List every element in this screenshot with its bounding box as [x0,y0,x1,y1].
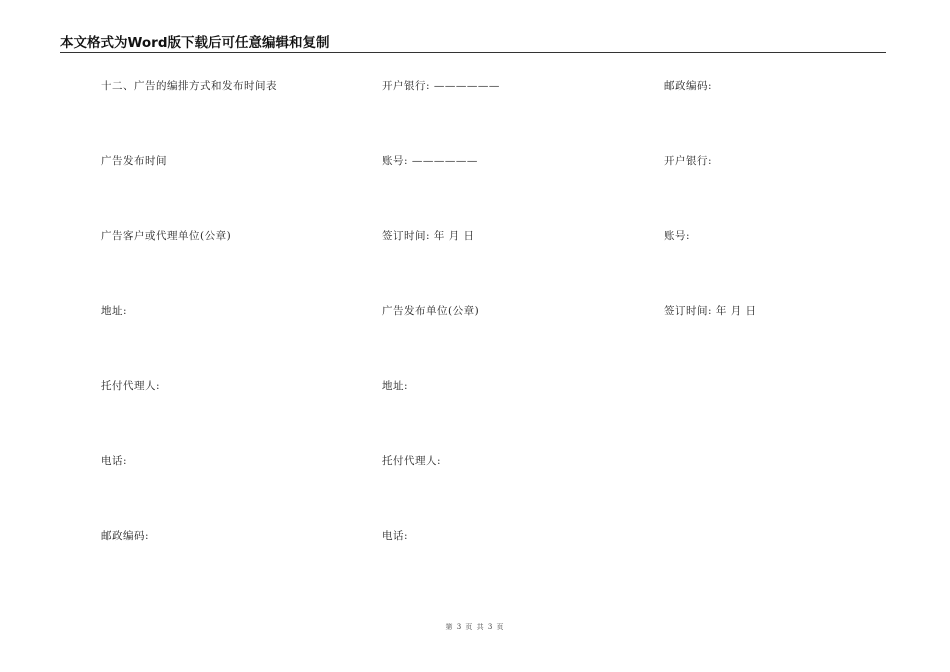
right-line-2: 开户银行: [664,155,713,167]
left-line-3: 广告客户或代理单位(公章) [101,230,232,242]
middle-line-7: 电话: [382,530,409,542]
left-line-6: 电话: [101,455,128,467]
left-line-7: 邮政编码: [101,530,150,542]
middle-line-4: 广告发布单位(公章) [382,305,480,317]
middle-line-1: 开户银行: —————— [382,80,500,92]
header-title: 本文格式为Word版下载后可任意编辑和复制 [60,35,330,51]
middle-line-6: 托付代理人: [382,455,442,467]
left-line-5: 托付代理人: [101,380,161,392]
page-footer: 第 3 页 共 3 页 [445,623,505,631]
middle-line-2: 账号: —————— [382,155,478,167]
middle-line-3: 签订时间: 年 月 日 [382,230,475,242]
left-line-2: 广告发布时间 [101,155,167,167]
left-line-4: 地址: [101,305,128,317]
right-line-3: 账号: [664,230,691,242]
left-line-1: 十二、广告的编排方式和发布时间表 [101,80,277,92]
page-header [60,35,886,53]
right-line-1: 邮政编码: [664,80,713,92]
middle-line-5: 地址: [382,380,409,392]
right-line-4: 签订时间: 年 月 日 [664,305,757,317]
